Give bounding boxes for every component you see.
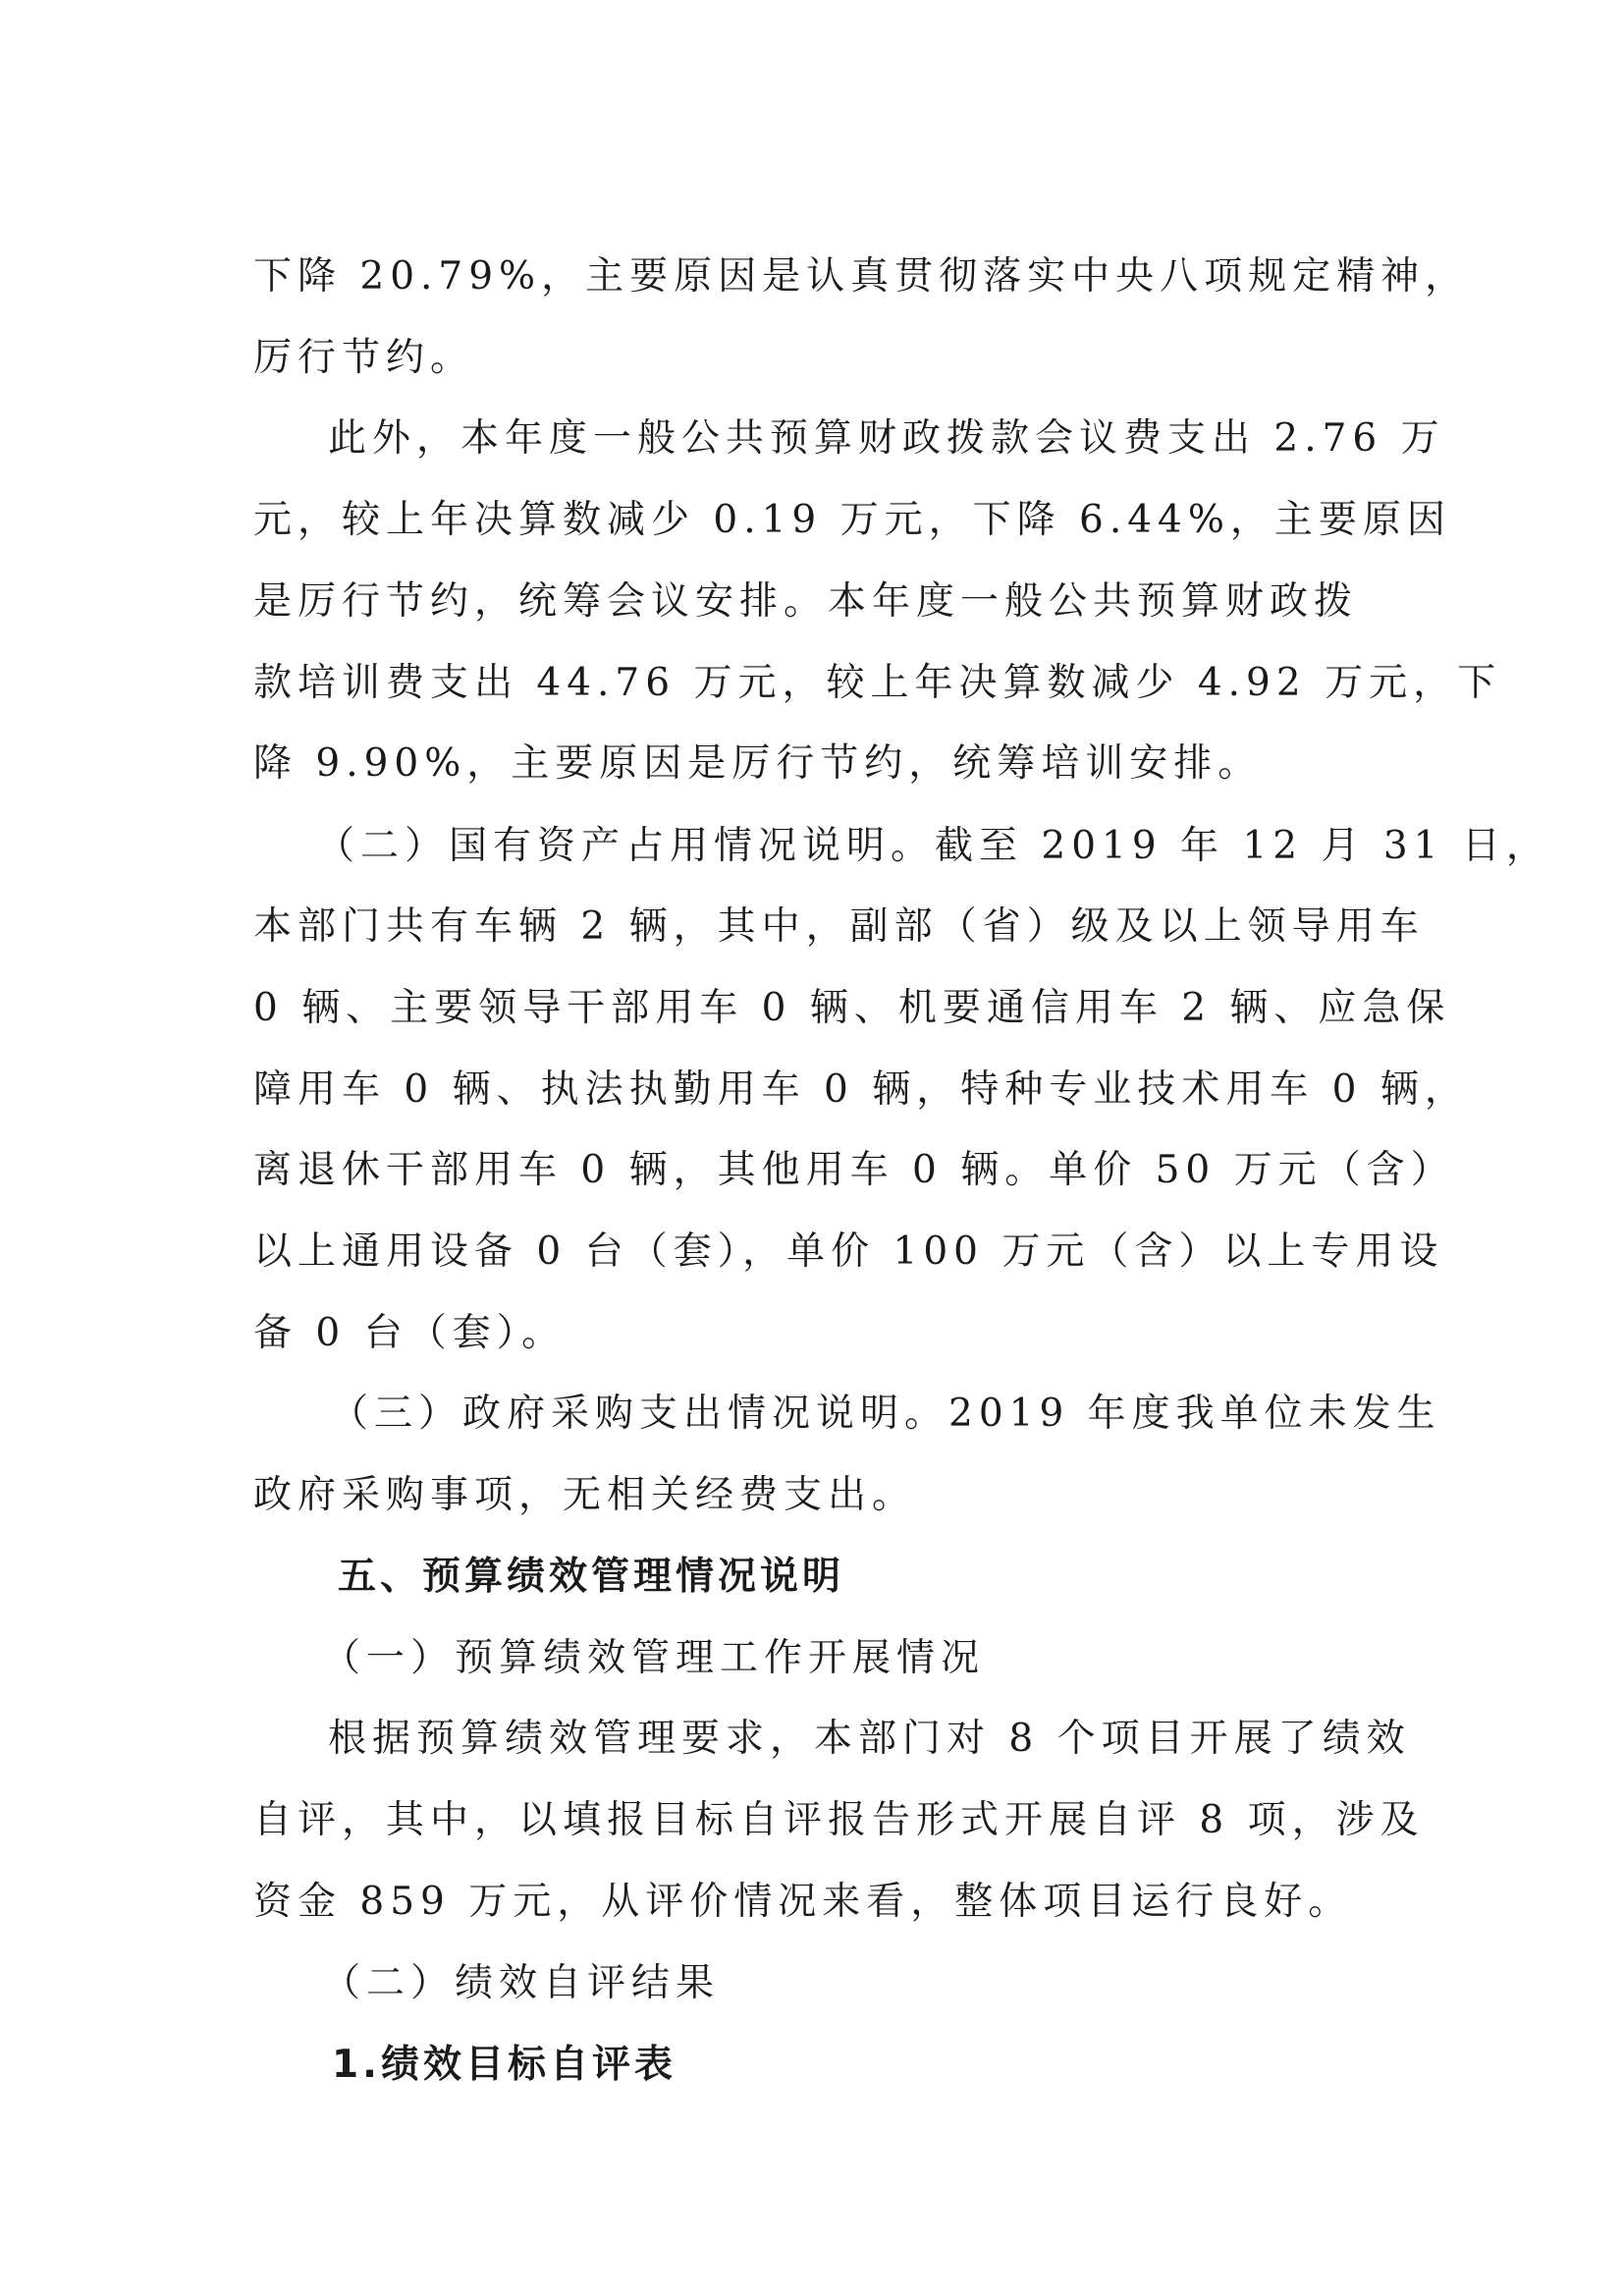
- item-heading: 1.绩效目标自评表: [332, 2043, 676, 2087]
- paragraph-line: 障用车 0 辆、执法执勤用车 0 辆，特种专业技术用车 0 辆，: [253, 1067, 1469, 1112]
- paragraph-line: 款培训费支出 44.76 万元，较上年决算数减少 4.92 万元，下: [253, 661, 1502, 705]
- paragraph-line: 离退休干部用车 0 辆，其他用车 0 辆。单价 50 万元（含）: [253, 1148, 1455, 1192]
- paragraph-line: 资金 859 万元，从评价情况来看，整体项目运行良好。: [253, 1880, 1353, 1924]
- subsection-heading: （一）预算绩效管理工作开展情况: [322, 1636, 986, 1680]
- paragraph-line: 以上通用设备 0 台（套），单价 100 万元（含）以上专用设: [253, 1230, 1444, 1274]
- subsection-heading: （二）绩效自评结果: [322, 1961, 721, 2005]
- paragraph-line: 元，较上年决算数减少 0.19 万元，下降 6.44%，主要原因: [253, 498, 1451, 542]
- paragraph-line: 厉行节约。: [253, 336, 475, 380]
- paragraph-line: 备 0 台（套）。: [253, 1311, 567, 1355]
- paragraph-line: 下降 20.79%，主要原因是认真贯彻落实中央八项规定精神，: [253, 254, 1470, 299]
- paragraph-line: 根据预算绩效管理要求，本部门对 8 个项目开展了绩效: [328, 1717, 1411, 1761]
- paragraph-line: 降 9.90%，主要原因是厉行节约，统筹培训安排。: [253, 741, 1263, 786]
- paragraph-line: 自评，其中，以填报目标自评报告形式开展自评 8 项，涉及: [253, 1798, 1425, 1842]
- section-heading: 五、预算绩效管理情况说明: [338, 1555, 845, 1599]
- paragraph-line: （三）政府采购支出情况说明。2019 年度我单位未发生: [330, 1392, 1441, 1436]
- paragraph-line: （二）国有资产占用情况说明。截至 2019 年 12 月 31 日，: [316, 824, 1550, 868]
- paragraph-line: 是厉行节约，统筹会议安排。本年度一般公共预算财政拨: [253, 579, 1359, 624]
- paragraph-line: 0 辆、主要领导干部用车 0 辆、机要通信用车 2 辆、应急保: [253, 986, 1451, 1030]
- paragraph-line: 此外，本年度一般公共预算财政拨款会议费支出 2.76 万: [328, 416, 1445, 461]
- paragraph-line: 政府采购事项，无相关经费支出。: [253, 1473, 917, 1517]
- paragraph-line: 本部门共有车辆 2 辆，其中，副部（省）级及以上领导用车: [253, 904, 1425, 949]
